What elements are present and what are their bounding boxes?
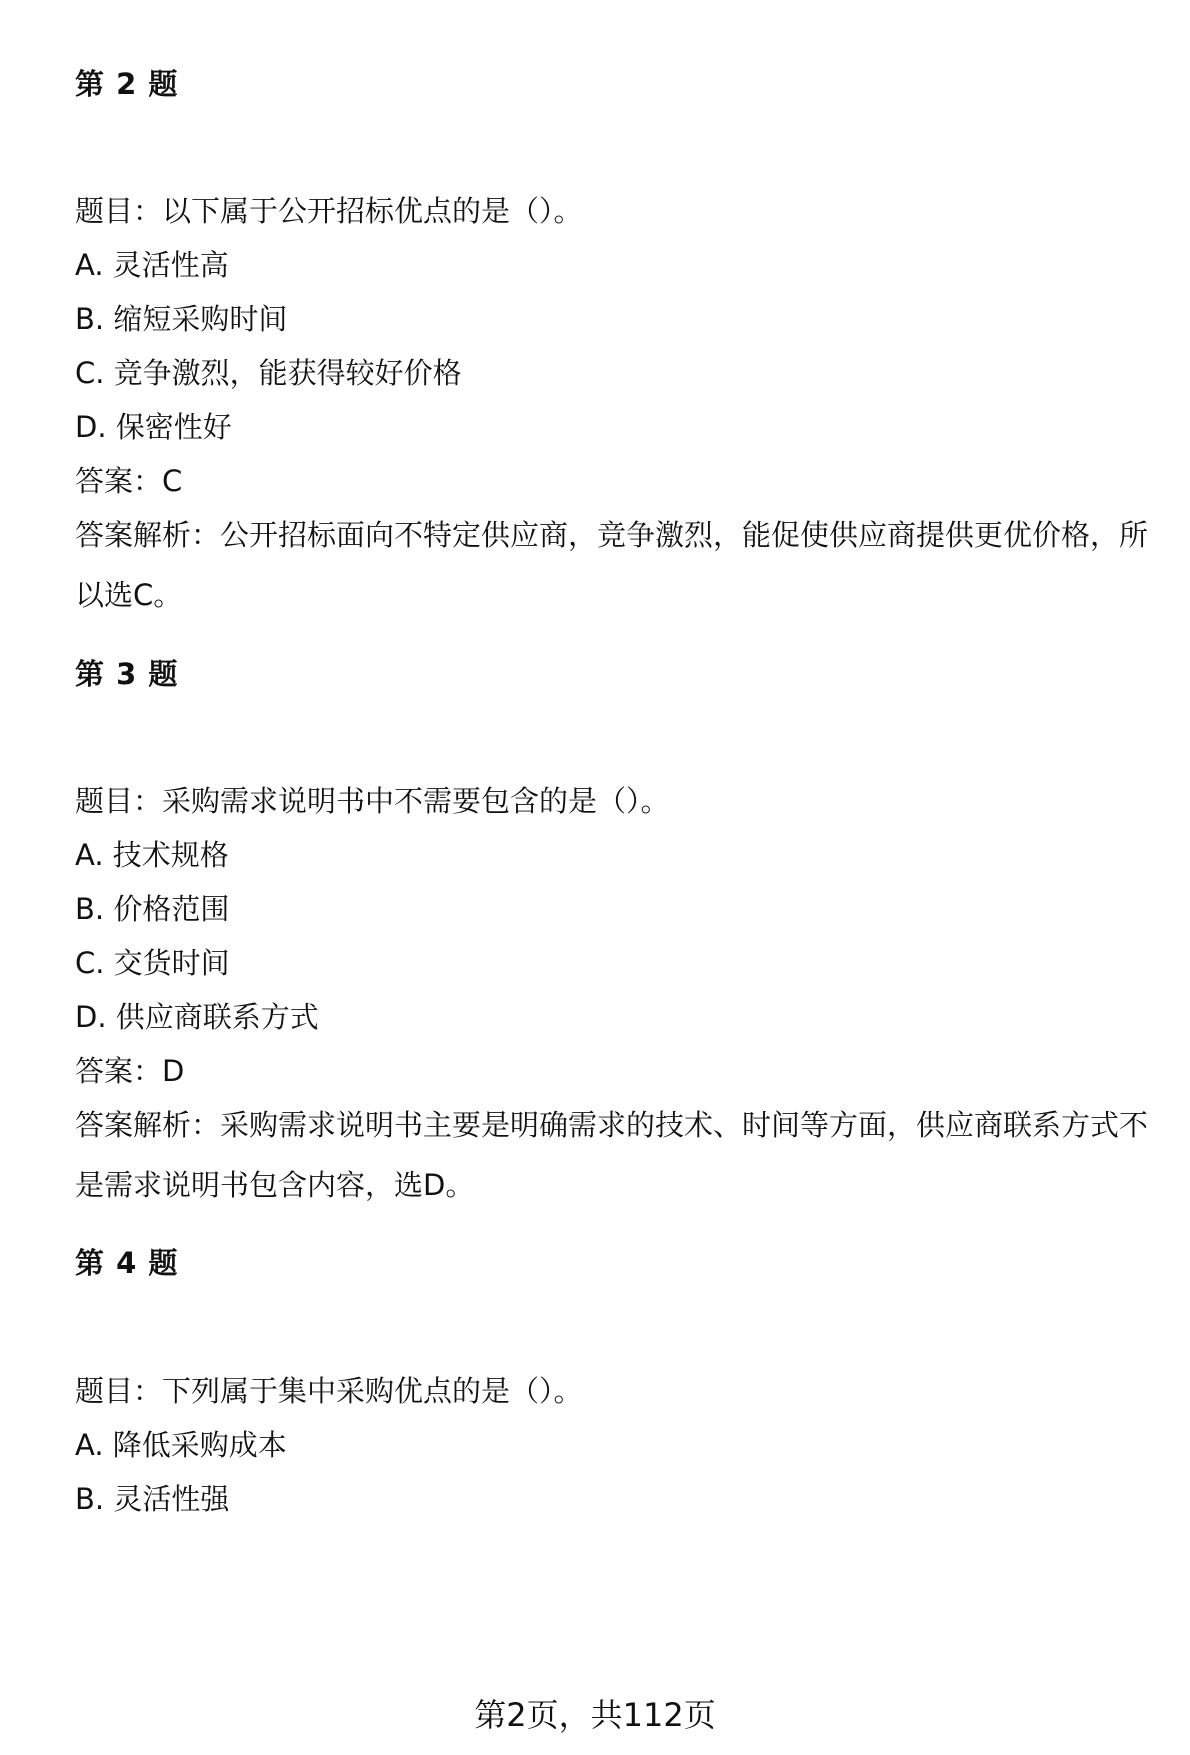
question-heading: 第 3 题 (75, 657, 179, 691)
option-a: A. 技术规格 (75, 838, 229, 872)
option-b: B. 缩短采购时间 (75, 302, 288, 336)
answer-analysis: 答案解析：公开招标面向不特定供应商，竞争激烈，能促使供应商提供更优价格，所以选C。 (75, 518, 1149, 612)
question-heading: 第 4 题 (75, 1246, 179, 1280)
option-c: C. 竞争激烈，能获得较好价格 (75, 356, 462, 390)
option-c: C. 交货时间 (75, 946, 230, 980)
question-stem: 题目：以下属于公开招标优点的是（）。 (75, 194, 583, 228)
question-stem: 题目：下列属于集中采购优点的是（）。 (75, 1374, 583, 1408)
option-b: B. 价格范围 (75, 892, 230, 926)
answer: 答案：C (75, 464, 183, 498)
question-heading: 第 2 题 (75, 67, 179, 101)
option-b: B. 灵活性强 (75, 1482, 230, 1516)
page-number-footer: 第2页，共112页 (474, 1696, 716, 1734)
answer-analysis: 答案解析：采购需求说明书主要是明确需求的技术、时间等方面，供应商联系方式不是需求说明书包含内容，选D。 (75, 1108, 1149, 1202)
question-stem: 题目：采购需求说明书中不需要包含的是（）。 (75, 784, 670, 818)
option-d: D. 保密性好 (75, 410, 232, 444)
answer: 答案：D (75, 1054, 185, 1088)
option-a: A. 降低采购成本 (75, 1428, 287, 1462)
option-d: D. 供应商联系方式 (75, 1000, 319, 1034)
option-a: A. 灵活性高 (75, 248, 229, 282)
